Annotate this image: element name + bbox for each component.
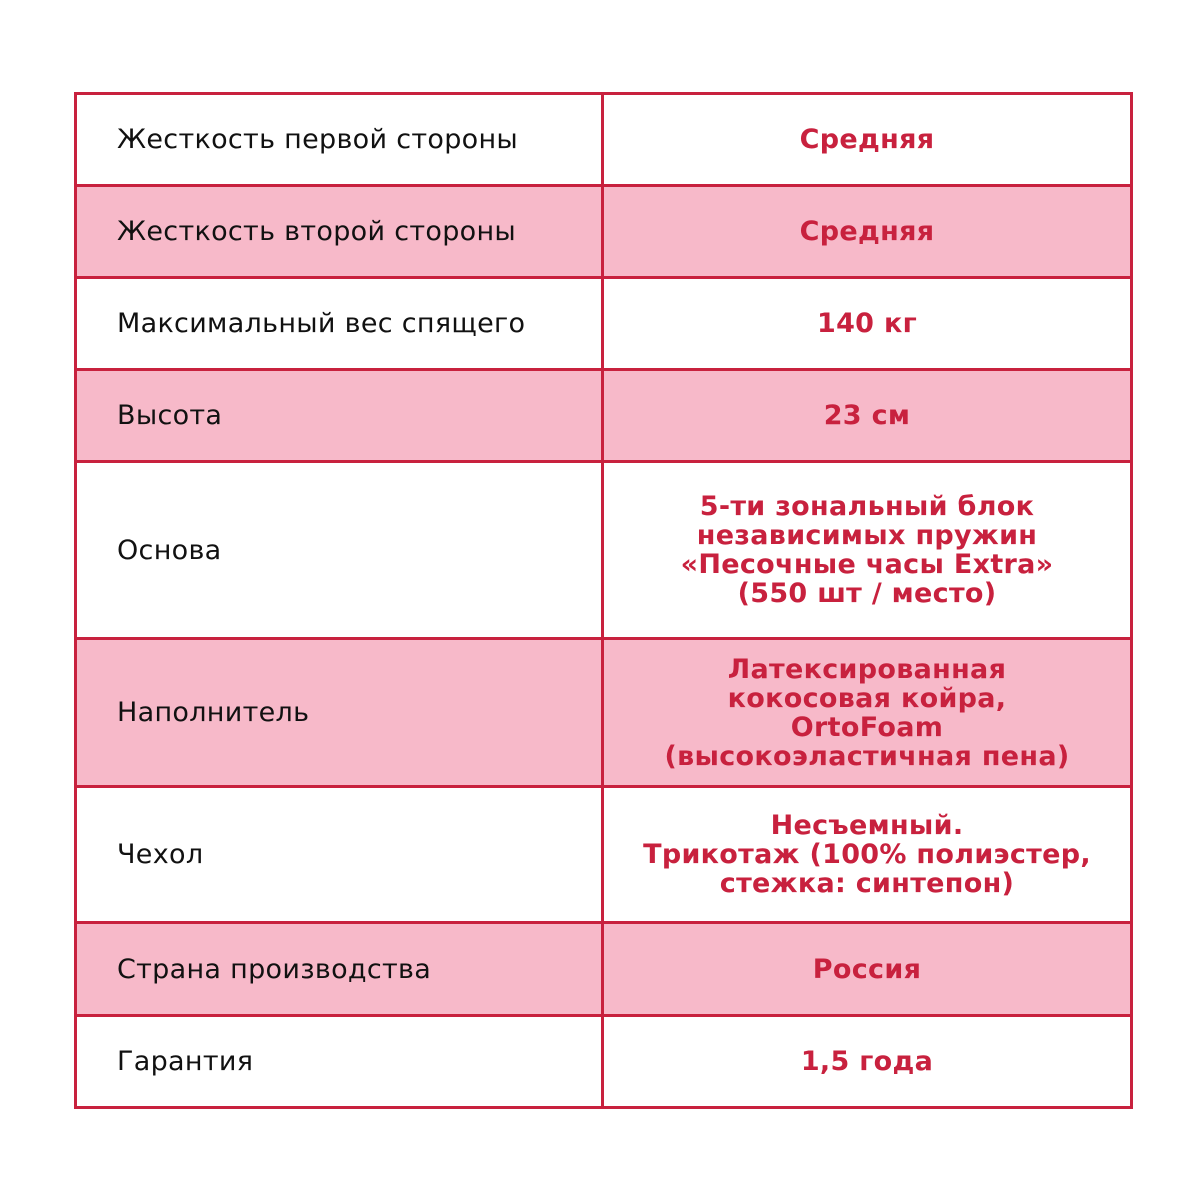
spec-label: Страна производства [76,923,603,1016]
spec-row-max-weight [76,278,1132,370]
spec-value-line: (высокоэластичная пена) [664,740,1070,772]
spec-label: Жесткость первой стороны [76,94,603,186]
spec-value-line: Средняя [799,216,935,247]
spec-label: Основа [76,462,603,639]
specifications-table [74,92,1133,1109]
spec-value-line: Трикотаж (100% полиэстер, [643,839,1091,870]
spec-row-height [76,370,1132,462]
spec-value-line: Латексированная [727,653,1007,685]
spec-value-line: Несъемный. [770,810,964,841]
spec-row-base [76,462,1132,639]
spec-row-firmness-side-2 [76,186,1132,278]
spec-label: Высота [76,370,603,462]
spec-row-filler [76,639,1132,787]
spec-value [603,923,1132,1016]
spec-value-line: Средняя [799,124,935,155]
spec-value-line: (550 шт / место) [737,578,997,609]
spec-value [603,639,1132,787]
spec-value [603,787,1132,923]
spec-label: Чехол [76,787,603,923]
spec-value [603,278,1132,370]
spec-value-line: «Песочные часы Extra» [680,549,1054,580]
spec-label: Гарантия [76,1016,603,1108]
spec-label: Наполнитель [76,639,603,787]
spec-value [603,1016,1132,1108]
spec-value-line: OrtoFoam [790,711,944,743]
spec-label: Максимальный вес спящего [76,278,603,370]
spec-value-line: кокосовая койра, [727,682,1007,714]
spec-value-line: стежка: синтепон) [719,868,1015,899]
spec-label: Жесткость второй стороны [76,186,603,278]
spec-value-line: 140 кг [817,308,917,339]
spec-value-line: 1,5 года [800,1046,934,1077]
spec-value-line: 23 см [823,400,911,431]
spec-value [603,94,1132,186]
spec-value [603,462,1132,639]
spec-row-cover [76,787,1132,923]
spec-row-firmness-side-1 [76,94,1132,186]
spec-row-warranty [76,1016,1132,1108]
spec-value-line: независимых пружин [696,520,1038,551]
spec-value-line: Россия [812,953,922,985]
spec-value [603,186,1132,278]
spec-value [603,370,1132,462]
spec-value-line: 5-ти зональный блок [699,491,1035,522]
spec-row-country [76,923,1132,1016]
